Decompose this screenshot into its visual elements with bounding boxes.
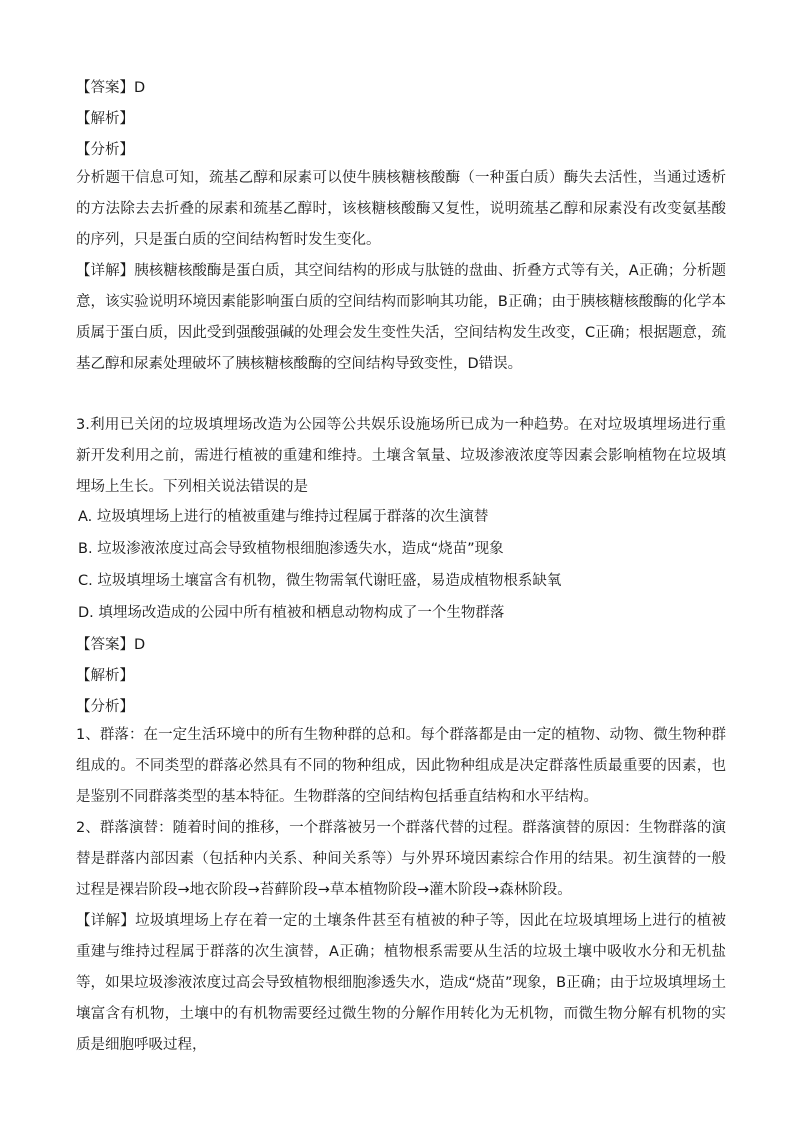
q2-detail-text: 【详解】胰核糖核酸酶是蛋白质，其空间结构的形成与肽链的盘曲、折叠方式等有关，A正确；分析题意，该实验说明环境因素能影响蛋白质的空间结构而影响其功能，B正确；由于胰核糖核酸酶的化学本质属于蛋白质，因此受到强酸强碱的处理会发生变性失活，空间结构发生改变，C正确；根据题意，巯基乙醇和尿素处理破坏了胰核糖核酸酶的空间结构导致变性，D错误。: [76, 263, 726, 372]
q3-fenxi-heading: 【分析】: [76, 699, 134, 715]
q3-option-b: B. 垃圾渗液浓度过高会导致植物根细胞渗透失水，造成“烧苗”现象: [78, 541, 504, 557]
section-gap: [76, 380, 726, 410]
q3-option-c: C. 垃圾填埋场土壤富含有机物，微生物需氧代谢旺盛，易造成植物根系缺氧: [78, 573, 562, 589]
q3-point-2: 2、群落演替：随着时间的推移，一个群落被另一个群落代替的过程。群落演替的原因：生物群落的演替是群落内部因素（包括种内关系、种间关系等）与外界环境因素综合作用的结果。初生演替的一般过程是裸岩阶段→地衣阶段→苔藓阶段→草本植物阶段→灌木阶段→森林阶段。: [76, 820, 726, 898]
q2-analysis-heading: 【解析】: [76, 111, 134, 127]
q3-stem: 3.利用已关闭的垃圾填埋场改造为公园等公共娱乐设施场所已成为一种趋势。在对垃圾填埋场进行重新开发利用之前，需进行植被的重建和维持。土壤含氧量、垃圾渗液浓度等因素会影响植物在垃圾填埋场上生长。下列相关说法错误的是: [76, 417, 726, 495]
q3-analysis-heading: 【解析】: [76, 668, 134, 684]
q2-fenxi-text: 分析题干信息可知，巯基乙醇和尿素可以使牛胰核糖核酸酶（一种蛋白质）酶失去活性，当通过透析的方法除去去折叠的尿素和巯基乙醇时，该核糖核酸酶又复性，说明巯基乙醇和尿素没有改变氨基酸的序列，只是蛋白质的空间结构暂时发生变化。: [76, 170, 726, 248]
document-page: [76, 78, 726, 1061]
q3-detail-text: 【详解】垃圾填埋场上存在着一定的土壤条件甚至有植被的种子等，因此在垃圾填埋场上进行的植被重建与维持过程属于群落的次生演替，A正确；植物根系需要从生活的垃圾土壤中吸收水分和无机盐等，如果垃圾渗液浓度过高会导致植物根细胞渗透失水，造成“烧苗”现象，B正确；由于垃圾填埋场土壤富含有机物，土壤中的有机物需要经过微生物的分解作用转化为无机物，而微生物分解有机物的实质是细胞呼吸过程，: [76, 913, 726, 1053]
q2-fenxi-heading: 【分析】: [76, 142, 134, 158]
q3-option-a: A. 垃圾填埋场上进行的植被重建与维持过程属于群落的次生演替: [78, 509, 489, 525]
q3-point-1: 1、群落：在一定生活环境中的所有生物种群的总和。每个群落都是由一定的植物、动物、微生物种群组成的。不同类型的群落必然具有不同的物种组成，因此物种组成是决定群落性质最重要的因素，也是鉴别不同群落类型的基本特征。生物群落的空间结构包括垂直结构和水平结构。: [76, 727, 726, 805]
q3-option-d: D. 填埋场改造成的公园中所有植被和栖息动物构成了一个生物群落: [78, 605, 505, 621]
q3-answer: 【答案】D: [76, 637, 146, 653]
q2-answer: 【答案】D: [76, 80, 146, 96]
